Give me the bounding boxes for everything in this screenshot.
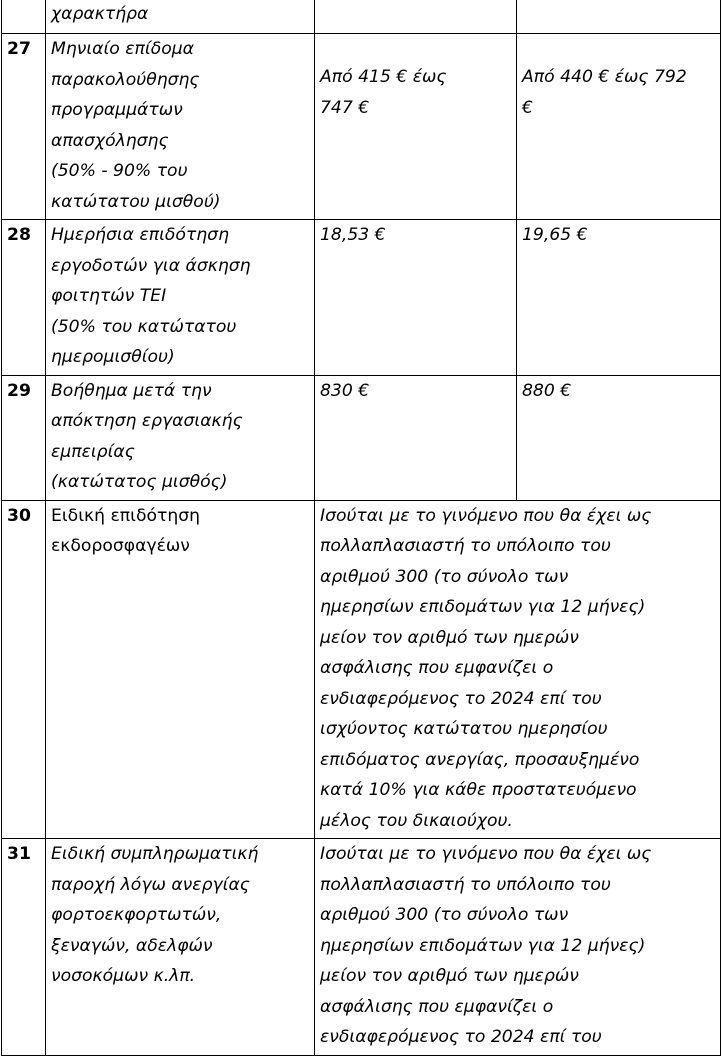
row-number: 28 <box>2 220 46 376</box>
benefit-description <box>46 0 315 34</box>
cell-text-line: μέλος του δικαιούχου. <box>320 810 513 831</box>
cell-text-line: επιδόματος ανεργίας, προσαυξημένο <box>320 749 640 770</box>
benefit-description <box>46 375 315 500</box>
cell-text-line: 830 € <box>320 380 370 401</box>
cell-text-line: (50% του κατώτατου <box>51 316 237 337</box>
merged-amount-formula <box>315 500 721 839</box>
benefit-description <box>46 220 315 376</box>
cell-text-line: Από 415 € έως <box>320 67 447 87</box>
amount-2024 <box>315 0 517 34</box>
cell-text-line: πολλαπλασιαστή το υπόλοιπο του <box>320 874 611 895</box>
row-number: 31 <box>2 839 46 1056</box>
benefits-table-body <box>2 0 721 1055</box>
benefit-description <box>46 34 315 220</box>
cell-text-line: Βοήθημα μετά την <box>51 380 212 401</box>
amount-2025 <box>517 375 721 500</box>
cell-text-line: ημερησίων επιδομάτων για 12 μήνες) <box>320 597 646 617</box>
amount-2025 <box>517 34 721 220</box>
cell-text-line: προγραμμάτων <box>51 100 183 120</box>
row-number: 30 <box>2 500 46 839</box>
cell-text-line: πολλαπλασιαστή το υπόλοιπο του <box>320 536 611 556</box>
cell-text-line: εκδοροσφαγέων <box>51 536 190 556</box>
benefits-table <box>1 0 721 1056</box>
cell-text-line: απόκτηση εργασιακής <box>51 411 243 431</box>
cell-text-line: ημερησίων επιδομάτων για 12 μήνες) <box>320 935 646 956</box>
cell-text-line: κατώτατου μισθού) <box>51 191 221 212</box>
cell-text-line: 19,65 € <box>522 225 588 245</box>
cell-text-line: Ισούται με το γινόμενο που θα έχει ως <box>320 505 652 526</box>
cell-text-line: ισχύοντος κατώτατου ημερησίου <box>320 719 608 739</box>
table-row <box>2 375 721 500</box>
merged-amount-formula <box>315 839 721 1056</box>
cell-text-line: Ισούται με το γινόμενο που θα έχει ως <box>320 844 652 864</box>
cell-text-line: ασφάλισης που εμφανίζει ο <box>320 996 554 1017</box>
cell-text-line: εργοδοτών για άσκηση <box>51 255 251 276</box>
row-number: 27 <box>2 34 46 220</box>
cell-text-line: Ειδική επιδότηση <box>51 505 201 526</box>
cell-text-line: χαρακτήρα <box>51 4 149 24</box>
table-row <box>2 0 721 34</box>
row-number <box>2 0 46 34</box>
cell-text-line: 747 € <box>320 97 370 118</box>
cell-text-line: (κατώτατος μισθός) <box>51 472 228 492</box>
cell-text-line: αριθμού 300 (το σύνολο των <box>320 905 569 925</box>
cell-text-line: φοιτητών ΤΕΙ <box>51 286 167 306</box>
table-row <box>2 839 721 1056</box>
table-row <box>2 220 721 376</box>
cell-text-line: Ειδική συμπληρωματική <box>51 844 259 864</box>
cell-text-line: παροχή λόγω ανεργίας <box>51 874 250 895</box>
cell-text-line: μείον τον αριθμό των ημερών <box>320 966 579 986</box>
cell-text-line: ασφάλισης που εμφανίζει ο <box>320 658 554 678</box>
benefit-description <box>46 839 315 1056</box>
cell-text-line: ξεναγών, αδελφών <box>51 935 213 956</box>
cell-text-line: Ημερήσια επιδότηση <box>51 225 229 245</box>
cell-text-line: ημερομισθίου) <box>51 347 175 367</box>
cell-text-line: Μηνιαίο επίδομα <box>51 39 195 59</box>
cell-text-line: κατά 10% για κάθε προστατευόμενο <box>320 780 637 800</box>
cell-text-line: (50% - 90% του <box>51 161 188 181</box>
cell-text-line: ενδιαφερόμενος το 2024 επί του <box>320 1027 602 1047</box>
cell-text-line: Από 440 € έως 792 <box>522 67 687 87</box>
cell-text-line: παρακολούθησης <box>51 69 200 90</box>
amount-2025 <box>517 220 721 376</box>
cell-text-line: αριθμού 300 (το σύνολο των <box>320 566 569 587</box>
cell-text-line: φορτοεκφορτωτών, <box>51 905 222 925</box>
cell-text-line: 18,53 € <box>320 225 386 245</box>
amount-2025 <box>517 0 721 34</box>
cell-text-line: απασχόλησης <box>51 130 169 151</box>
cell-text-line: 880 € <box>522 380 572 401</box>
table-row <box>2 500 721 839</box>
cell-text-line: νοσοκόμων κ.λπ. <box>51 966 196 986</box>
amount-2024 <box>315 375 517 500</box>
cell-text-line: μείον τον αριθμό των ημερών <box>320 627 579 648</box>
benefit-description <box>46 500 315 839</box>
cell-text-line: ενδιαφερόμενος το 2024 επί του <box>320 688 602 709</box>
amount-2024 <box>315 34 517 220</box>
table-row <box>2 34 721 220</box>
row-number: 29 <box>2 375 46 500</box>
amount-2024 <box>315 220 517 376</box>
cell-text-line: εμπειρίας <box>51 441 135 462</box>
cell-text-line: € <box>522 97 533 118</box>
